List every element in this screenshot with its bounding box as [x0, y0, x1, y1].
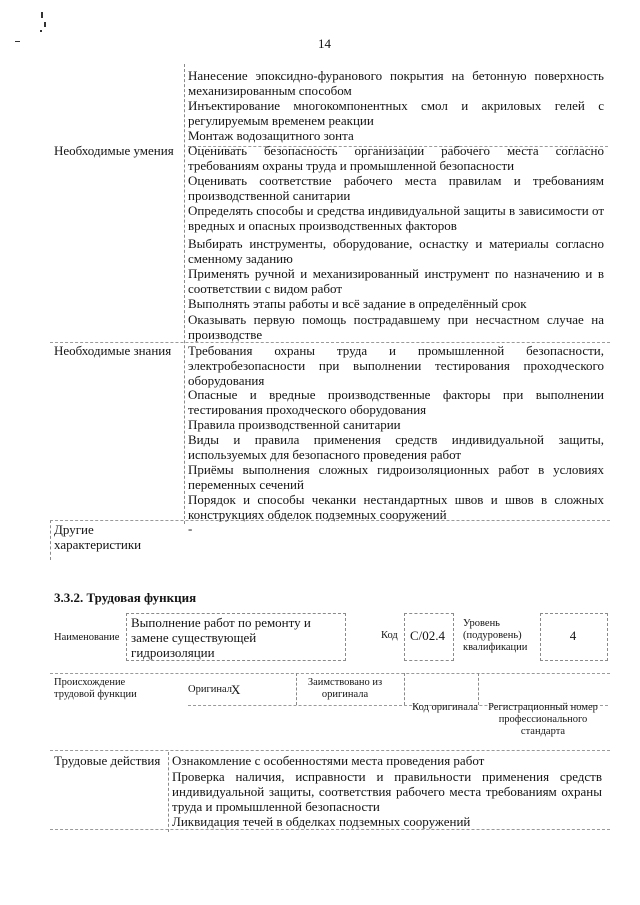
scan-mark: [44, 22, 46, 27]
skill-item: Оценивать безопасность организации рабочего места согласно требованиям охраны труда и промышленной безопасности: [188, 143, 604, 173]
code-caption: Код оригинала: [412, 702, 478, 713]
reg-caption: Регистрационный номер профессионального стандарта: [488, 702, 598, 737]
continuation-item: Нанесение эпоксидно-фуранового покрытия на бетонную поверхность механизированным способом: [188, 68, 604, 98]
action-item: Проверка наличия, исправности и правильности применения средств индивидуальной защиты, соответствия рабочего места требованиям охраны труда и промышленной безопасности: [172, 769, 602, 814]
function-name: Выполнение работ по ремонту и замене существующей гидроизоляции: [131, 615, 311, 660]
origin-column-divider: [296, 673, 297, 705]
action-item: Ликвидация течей в обделках подземных сооружений: [172, 814, 471, 829]
skill-item: Применять ручной и механизированный инструмент по назначению и в соответствии с видом работ: [188, 266, 604, 296]
knowledge-item: Опасные и вредные производственные факторы при выполнении тестирования проходческого оборудования: [188, 387, 604, 417]
row-divider: [50, 750, 610, 751]
skill-item: Оценивать соответствие рабочего места правилам и требованиям производственной санитарии: [188, 173, 604, 203]
origin-column-divider: [478, 673, 479, 705]
table-left-border: [50, 520, 51, 560]
scan-mark: [40, 30, 42, 32]
skills-label: Необходимые умения: [54, 143, 174, 158]
code-label: Код: [381, 630, 398, 641]
continuation-item: Монтаж водозащитного зонта: [188, 128, 354, 143]
knowledge-label: Необходимые знания: [54, 343, 172, 358]
origin-divider: [50, 673, 610, 674]
scan-mark: [15, 41, 20, 42]
knowledge-item: Порядок и способы чеканки нестандартных швов и швов в сложных конструкциях обделок подземных сооружений: [188, 492, 604, 522]
name-label: Наименование: [54, 632, 120, 643]
knowledge-item: Виды и правила применения средств индивидуальной защиты, используемых для безопасного проведения работ: [188, 432, 604, 462]
section-heading: 3.3.2. Трудовая функция: [54, 590, 197, 605]
page-number: 14: [318, 36, 331, 51]
skill-item: Оказывать первую помощь пострадавшему при несчастном случае на производстве: [188, 312, 604, 342]
other-label: Другие характеристики: [54, 522, 142, 552]
level-label: Уровень (подуровень) квалификации: [463, 618, 528, 653]
skill-item: Определять способы и средства индивидуальной защиты в зависимости от вредных и опасных производственных факторов: [188, 203, 604, 233]
level-value: 4: [569, 628, 577, 643]
action-item: Ознакомление с особенностями места проведения работ: [172, 753, 485, 768]
origin-column-divider: [404, 673, 405, 705]
knowledge-item: Правила производственной санитарии: [188, 417, 401, 432]
knowledge-item: Приёмы выполнения сложных гидроизоляционных работ в условиях переменных сечений: [188, 462, 604, 492]
scan-mark: [41, 12, 43, 18]
original-label: Оригинал: [188, 684, 232, 695]
code-value: С/02.4: [410, 628, 446, 643]
knowledge-item: Требования охраны труда и промышленной безопасности, электробезопасности при выполнении тестирования проходческого оборудования: [188, 343, 604, 388]
other-value: -: [188, 521, 193, 536]
table-column-divider: [184, 64, 185, 524]
original-mark: X: [231, 682, 241, 697]
skill-item: Выбирать инструменты, оборудование, оснастку и материалы согласно сменному заданию: [188, 236, 604, 266]
continuation-item: Инъектирование многокомпонентных смол и акриловых гелей с регулируемым временем реакции: [188, 98, 604, 128]
actions-label: Трудовые действия: [54, 753, 161, 768]
skill-item: Выполнять этапы работы и всё задание в определённый срок: [188, 296, 527, 311]
borrowed-label: Заимствовано из оригинала: [307, 677, 383, 700]
origin-label: Происхождение трудовой функции: [54, 677, 137, 700]
table-column-divider: [168, 752, 169, 832]
row-divider: [50, 829, 610, 830]
